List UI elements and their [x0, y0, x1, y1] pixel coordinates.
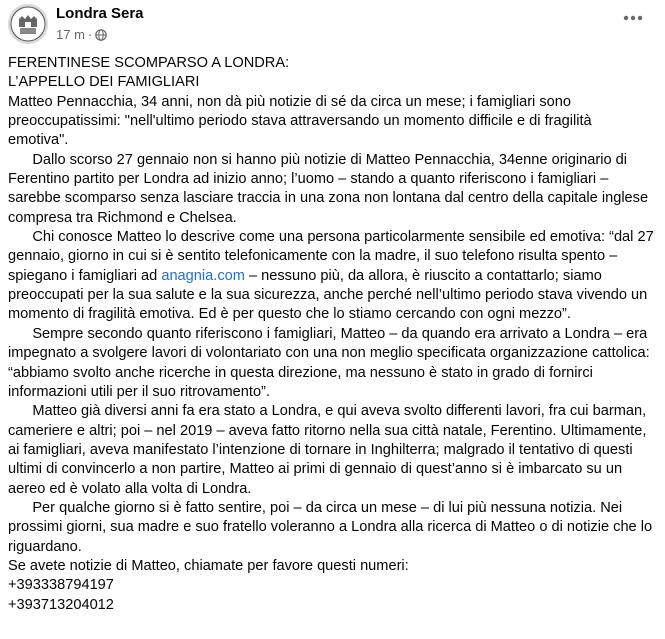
anagnia-link[interactable]: anagnia.com	[161, 267, 245, 284]
post-title-line-2: L’APPELLO DEI FAMIGLIARI	[8, 74, 200, 91]
post-meta	[56, 27, 107, 42]
post-title-line-1: FERENTINESE SCOMPARSO A LONDRA:	[8, 55, 290, 71]
page-logo-icon	[8, 4, 48, 44]
post-header	[0, 0, 665, 46]
page-avatar[interactable]	[8, 4, 48, 44]
paragraph-4: Sempre secondo quanto riferiscono i famigliari, Matteo – da quando era arrivato a Londra – era impegnato a svolgere lavori di volontariato con una non meglio specificata organizzazione cattolica: “abbiamo svolto anche ricerche in questa direzione, ma nessuno è stato in grado di fornirci informazioni utili per il suo ritrovamento”.	[8, 325, 654, 400]
contact-intro: Se avete notizie di Matteo, chiamate per favore questi numeri:	[8, 557, 409, 574]
paragraph-3-text-a: Chi conosce Matteo lo descrive come una persona particolarmente sensibile ed emotiva: “dal 27 gennaio, giorno in cui si è sentito telefonicamente con la madre, il suo telefono risulta spento – spiegano i famigliari ad	[8, 229, 658, 284]
paragraph-1: Matteo Pennacchia, 34 anni, non dà più notizie di sé da circa un mese; i famigliari sono preoccupatissimi: "nell'ultimo periodo stava attraversando un momento difficile e di fragilità emotiva".	[8, 93, 596, 149]
paragraph-3	[8, 228, 656, 325]
paragraph-2: Dallo scorso 27 gennaio non si hanno più notizie di Matteo Pennacchia, 34enne originario di Ferentino partito per Londra ad inizio anno; l’uomo – stando a quanto riferiscono i famigliari – sarebbe scomparso senza lasciare traccia in una zona non lontana dal centro della capitale inglese compresa tra Richmond e Chelsea.	[8, 151, 653, 226]
paragraph-6: Per qualche giorno si è fatto sentire, poi – da circa un mese – di lui più nessuna notizia. Nei prossimi giorni, sua madre e suo fratello voleranno a Londra alla ricerca di Matteo o di notizie che lo riguardano.	[8, 499, 657, 555]
post-body	[8, 54, 656, 615]
phone-number-1: +393338794197	[8, 577, 114, 594]
paragraph-5: Matteo già diversi anni fa era stato a Londra, e qui aveva svolto differenti lavori, fra cui barman, cameriere e altri; poi – nel 2019 – aveva fatto ritorno nella sua città natale, Ferentino. Ultimamente, ai famigliari, aveva manifestato l’intenzione di tornare in Inghilterra; malgrado il tentativo di questi ultimi di convincerlo a non partire, Matteo ai primi di gennaio di quest’anno si è imbarcato su un aereo ed è volato alla volta di Londra.	[8, 403, 651, 497]
paragraph-3-text-b: – nessuno più, da allora, è riuscito a contattarlo; siamo preoccupati per la sua salute e la sua sicurezza, anche perché nell’ultimo periodo stava vivendo un momento di fragilità emotiva. Ed è per questo che lo stiamo cercando con ogni mezzo”.	[8, 267, 652, 323]
post-timestamp[interactable]: 17 m	[56, 27, 85, 42]
phone-number-2: +393713204012	[8, 596, 114, 613]
meta-separator: ·	[87, 27, 93, 42]
page-name-link[interactable]: Londra Sera	[56, 5, 144, 22]
globe-icon[interactable]	[95, 29, 107, 41]
more-options-icon[interactable]	[621, 12, 645, 24]
